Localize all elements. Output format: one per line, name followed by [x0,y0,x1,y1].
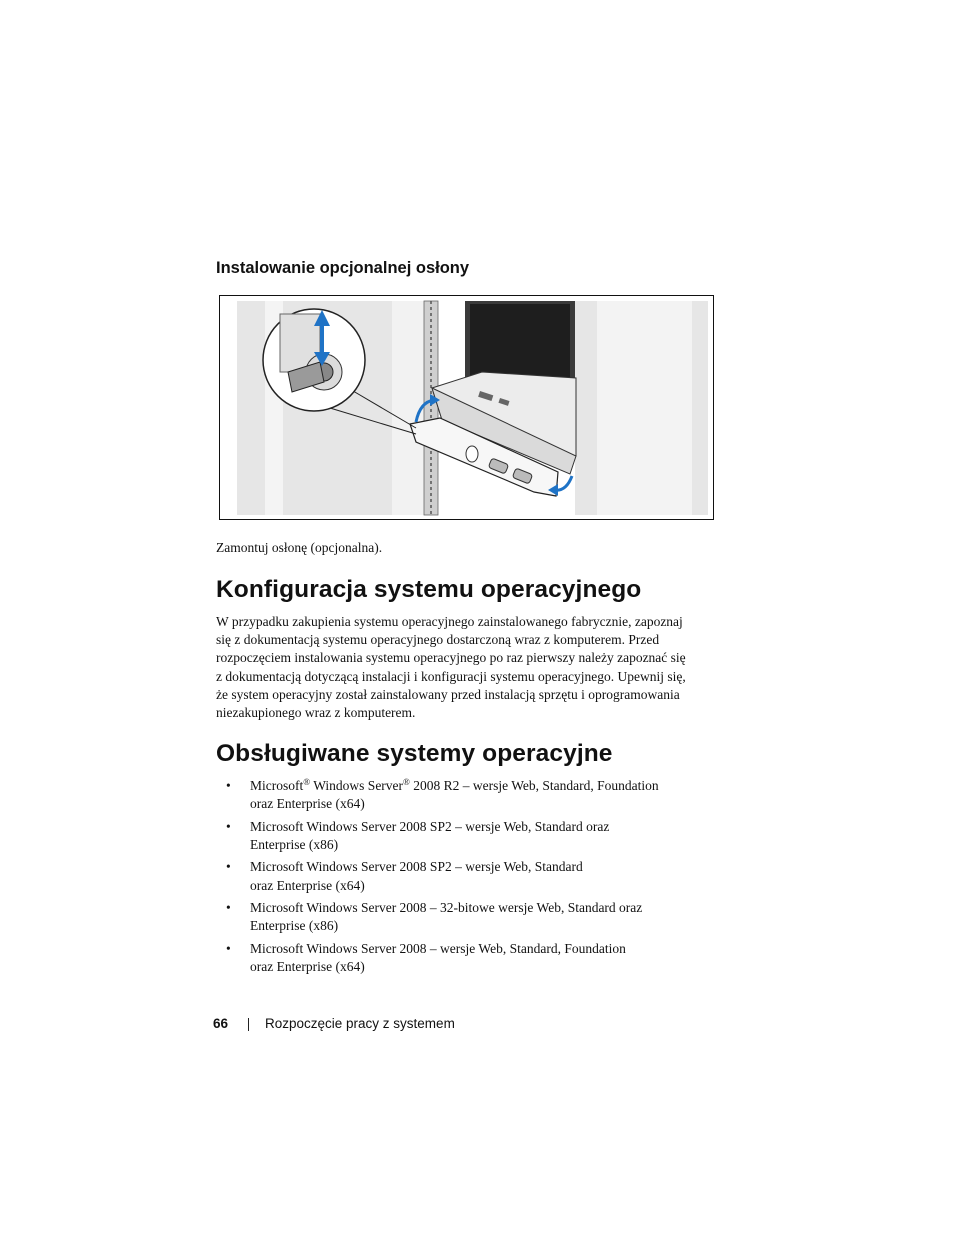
list-item-line: oraz Enterprise (x64) [250,796,365,812]
os-config-paragraph [216,613,716,722]
paragraph-line: rozpoczęciem instalowania systemu operacyjnego po raz pierwszy należy zapoznać się [216,650,686,666]
bezel-illustration [220,296,713,519]
page-number: 66 [213,1016,229,1031]
bullet: • [226,900,231,916]
section-heading-supported-os: Obsługiwane systemy operacyjne [216,740,613,767]
footer-separator [248,1018,249,1031]
figure-caption: Zamontuj osłonę (opcjonalna). [216,540,383,555]
list-item-line: Microsoft Windows Server 2008 SP2 – wersje Web, Standard [250,859,583,875]
bullet: • [226,940,231,956]
list-item-line: Microsoft Windows Server 2008 – 32-bitowe wersje Web, Standard oraz [250,900,643,916]
paragraph-line: że system operacyjny został zainstalowany przed instalacją sprzętu i oprogramowania [216,686,680,702]
section-heading-bezel: Instalowanie opcjonalnej osłony [216,259,470,277]
list-item-line: Microsoft Windows Server 2008 – wersje Web, Standard, Foundation [250,940,626,956]
bezel-installation-figure [219,295,714,520]
bullet: • [226,859,231,875]
bullet: • [226,778,231,793]
list-item [226,940,726,976]
paragraph-line: się z dokumentacją systemu operacyjnego dostarczoną wraz z komputerem. Przed [216,632,660,648]
list-item [226,899,726,935]
list-item-line: Microsoft® Windows Server® 2008 R2 – wersje Web, Standard, Foundation [250,777,659,793]
list-item [226,818,726,854]
list-item-line: Microsoft Windows Server 2008 SP2 – wersje Web, Standard oraz [250,818,610,834]
paragraph-line: W przypadku zakupienia systemu operacyjnego zainstalowanego fabrycznie, zapoznaj [216,614,683,629]
list-item-line: Enterprise (x86) [250,918,339,934]
list-item [226,777,726,813]
bullet: • [226,818,231,834]
list-item-line: oraz Enterprise (x64) [250,959,365,975]
list-item-line: oraz Enterprise (x64) [250,877,365,893]
paragraph-line: niezakupionego wraz z komputerem. [216,705,416,721]
list-item-line: Enterprise (x86) [250,836,339,852]
paragraph-line: z dokumentacją dotyczącą instalacji i konfiguracji systemu operacyjnego. Upewnij się, [216,668,686,684]
list-item [226,858,726,894]
page-footer [213,1016,455,1031]
chapter-title: Rozpoczęcie pracy z systemem [265,1016,455,1031]
section-heading-os-config: Konfiguracja systemu operacyjnego [216,576,642,603]
supported-os-list [226,777,726,981]
